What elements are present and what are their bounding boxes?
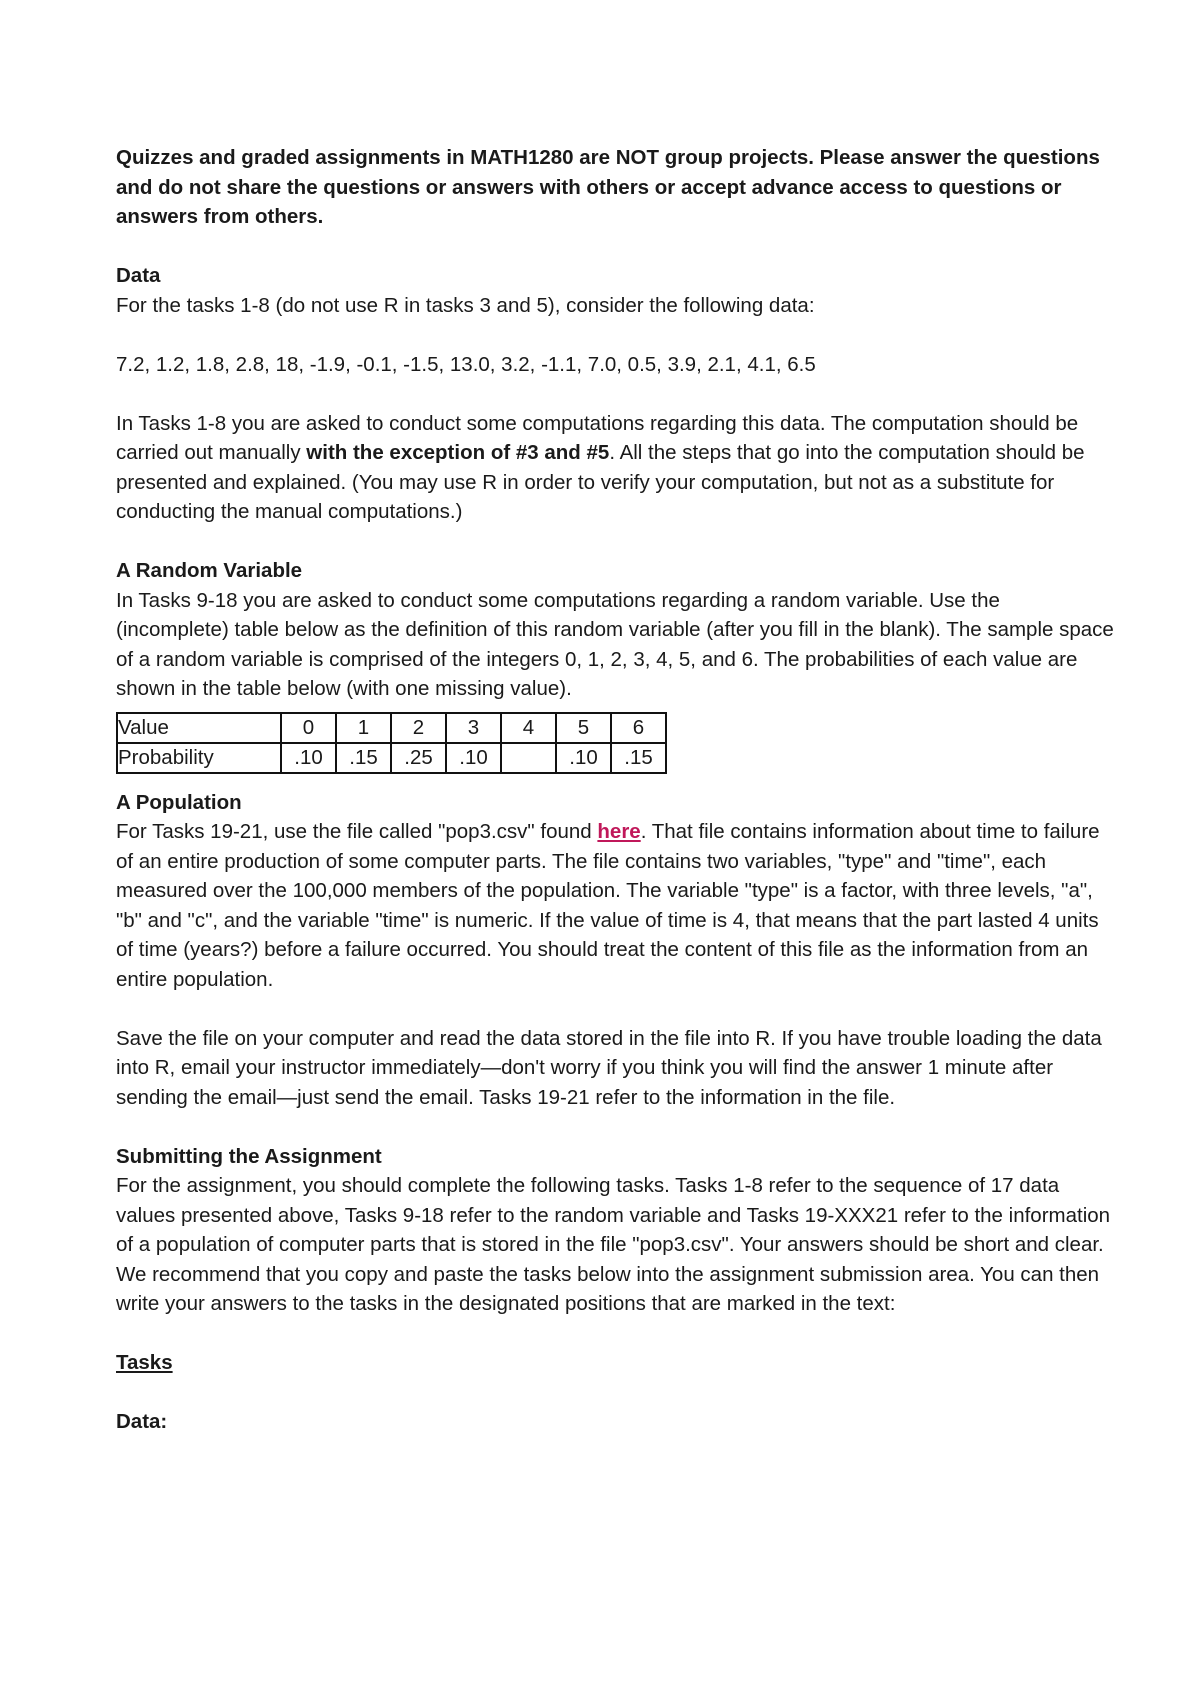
- computation-text-end: . All the steps that go into the computation should be presented and explained. (You may use R in order to verify your computation, but not as a substitute for conducting the manual computations.): [116, 441, 1085, 523]
- data-values: 7.2, 1.2, 1.8, 2.8, 18, -1.9, -0.1, -1.5, 13.0, 3.2, -1.1, 7.0, 0.5, 3.9, 2.1, 4.1, 6.5: [116, 352, 816, 376]
- document-page: [116, 143, 1116, 1437]
- data-heading: Data: [116, 264, 161, 287]
- table-cell-probability: .25: [391, 743, 446, 773]
- intro-paragraph: Quizzes and graded assignments in MATH1280 are NOT group projects. Please answer the questions and do not share the questions or answers with others or accept advance access to questions or answers from others.: [116, 146, 1100, 228]
- random-variable-heading: A Random Variable: [116, 559, 303, 582]
- table-row-label: Probability: [117, 743, 281, 773]
- data-instructions: For the tasks 1-8 (do not use R in tasks 3 and 5), consider the following data:: [116, 293, 815, 317]
- table-row-values: [117, 713, 666, 743]
- table-cell-probability: .15: [336, 743, 391, 773]
- population-heading: A Population: [116, 790, 242, 814]
- data-computation-paragraph: [116, 409, 1116, 527]
- table-cell-value: 4: [501, 713, 556, 743]
- save-file-paragraph: Save the file on your computer and read the data stored in the file into R. If you have trouble loading the data into R, email your instructor immediately—don't worry if you think you will find the answer 1 minute after sending the email—just send the email. Tasks 19-21 refer to the information in the file.: [116, 1026, 1102, 1109]
- population-paragraph: [116, 817, 1116, 994]
- table-cell-value: 5: [556, 713, 611, 743]
- recommendation-paragraph: We recommend that you copy and paste the tasks below into the assignment submission area. You can then write your answers to the tasks in the designated positions that are marked in the text:: [116, 1262, 1100, 1315]
- submitting-heading: Submitting the Assignment: [116, 1144, 382, 1168]
- table-cell-probability: .15: [611, 743, 666, 773]
- submitting-paragraph: For the assignment, you should complete the following tasks. Tasks 1-8 refer to the sequence of 17 data values presented above, Tasks 9-18 refer to the random variable and Tasks 19-XXX21 refer to the information of a population of computer parts that is stored in the file "pop3.csv". Your answers should be short and clear.: [116, 1174, 1111, 1256]
- table-cell-value: 3: [446, 713, 501, 743]
- table-cell-value: 1: [336, 713, 391, 743]
- computation-exception-text: with the exception of #3 and #5: [306, 441, 610, 464]
- tasks-data-label: Data:: [116, 1410, 168, 1433]
- table-row-probabilities: [117, 743, 666, 773]
- table-cell-value: 2: [391, 713, 446, 743]
- probability-table: [116, 712, 667, 774]
- random-variable-paragraph: In Tasks 9-18 you are asked to conduct some computations regarding a random variable. Use the (incomplete) table below as the definition of this random variable (after you fill in the blank). The sample space of a random variable is comprised of the integers 0, 1, 2, 3, 4, 5, and 6. The probabilities of each value are shown in the table below (with one missing value).: [116, 588, 1114, 700]
- pop3-file-link[interactable]: here: [597, 820, 641, 843]
- population-text-start: For Tasks 19-21, use the file called "pop3.csv" found: [116, 820, 598, 843]
- tasks-heading: Tasks: [116, 1351, 173, 1374]
- table-cell-probability-missing: [501, 743, 556, 773]
- table-cell-value: 0: [281, 713, 336, 743]
- table-row-label: Value: [117, 713, 281, 743]
- table-cell-probability: .10: [281, 743, 336, 773]
- table-cell-value: 6: [611, 713, 666, 743]
- table-cell-probability: .10: [446, 743, 501, 773]
- computation-text-start: In Tasks 1-8 you are asked to conduct some computations regarding this data. The computation should be carried out manually: [116, 411, 1079, 464]
- population-text-end: . That file contains information about time to failure of an entire production of some computer parts. The file contains two variables, "type" and "time", each measured over the 100,000 members of the population. The variable "type" is a factor, with three levels, "a", "b" and "c", and the variable "time" is numeric. If the value of time is 4, that means that the part lasted 4 units of time (years?) before a failure occurred. You should treat the content of this file as the information from an entire population.: [116, 820, 1100, 991]
- table-cell-probability: .10: [556, 743, 611, 773]
